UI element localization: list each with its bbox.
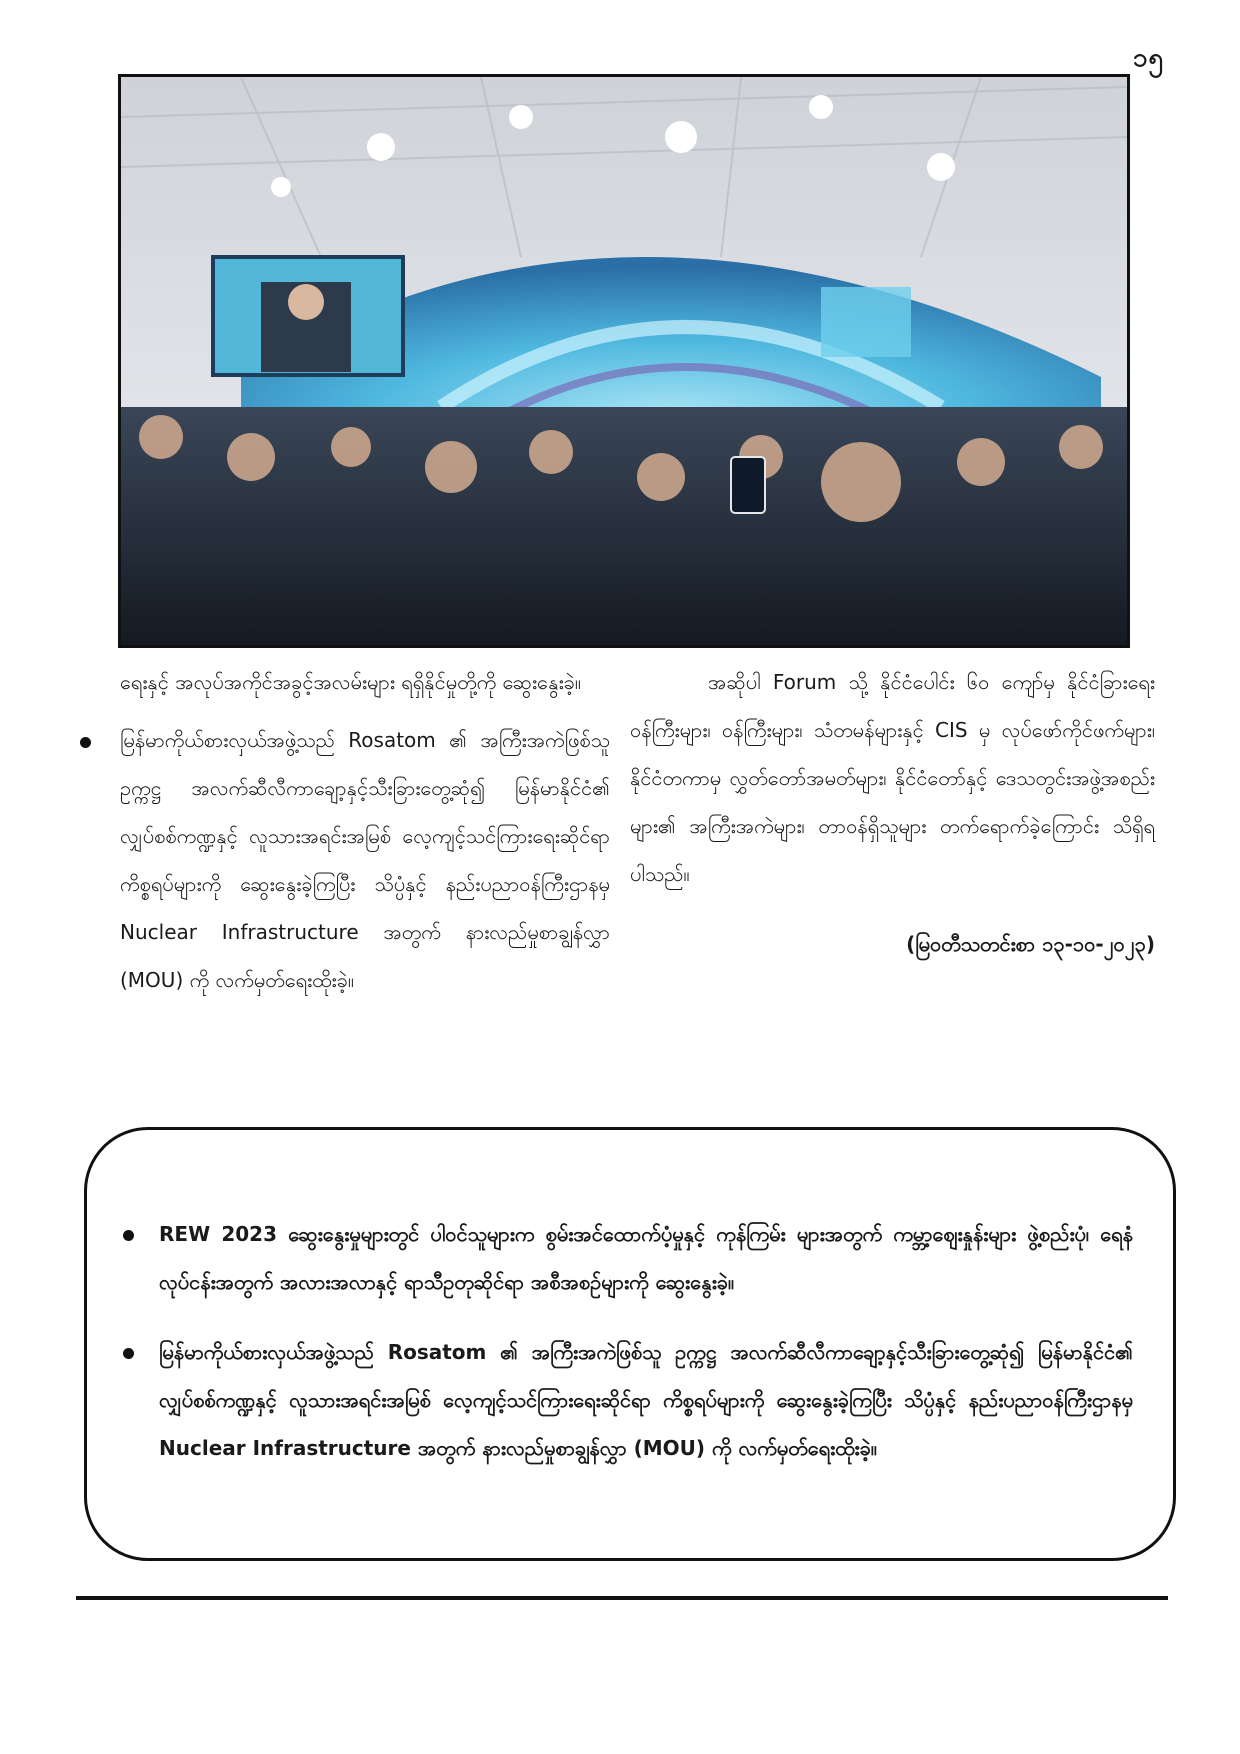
source-citation: (မြဝတီသတင်းစာ ၁၃-၁၀-၂၀၂၃) (906, 932, 1155, 956)
summary-bullet-item (159, 1328, 1133, 1472)
event-photo-illustration (121, 77, 1127, 645)
summary-bullet-list (159, 1210, 1133, 1472)
right-paragraph: အဆိုပါ Forum သို့ နိုင်ငံပေါင်း ၆၀ ကျော်မှ နိုင်ငံခြားရေးဝန်ကြီးများ၊ ဝန်ကြီးများ၊ သံတမန်များနှင့် CIS မှ လုပ်ဖော်ကိုင်ဖက်များ၊ နိုင်ငံတကာမှ လွှတ်တော်အမတ်များ၊ နိုင်ငံတော်နှင့် ဒေသတွင်းအဖွဲ့အစည်းများ၏ အကြီးအကဲများ၊ တာဝန်ရှိသူများ တက်ရောက်ခဲ့ကြောင်း သိရှိရပါသည်။ (630, 670, 1155, 886)
bullet-icon (123, 1348, 134, 1359)
footer-divider (76, 1596, 1168, 1600)
summary-box (84, 1127, 1176, 1561)
left-column (120, 658, 610, 1004)
summary-bullet-item (159, 1210, 1133, 1306)
left-bullet-list (120, 716, 610, 1004)
page-number: ၁၅ (1132, 43, 1164, 73)
left-bullet-text: မြန်မာကိုယ်စားလှယ်အဖွဲ့သည် Rosatom ၏ အကြီးအကဲဖြစ်သူ ဥက္ကဋ္ဌ အလက်ဆီလီကာချော့နှင့်သီးခြားတွေ့ဆုံ၍ မြန်မာနိုင်ငံ၏ လျှပ်စစ်ကဏ္ဍနှင့် လူသားအရင်းအမြစ် လေ့ကျင့်သင်ကြားရေးဆိုင်ရာ ကိစ္စရပ်များကို ဆွေးနွေးခဲ့ကြပြီး သိပ္ပံနှင့် နည်းပညာဝန်ကြီးဌာနမှ Nuclear Infrastructure အတွက် နားလည်မှုစာချွန်လွှာ (MOU) ကို လက်မှတ်ရေးထိုးခဲ့။ (120, 728, 610, 992)
left-bullet-item (120, 716, 610, 1004)
event-photo (118, 74, 1130, 648)
bullet-icon (80, 737, 91, 748)
summary-bullet-text: မြန်မာကိုယ်စားလှယ်အဖွဲ့သည် Rosatom ၏ အကြီးအကဲဖြစ်သူ ဥက္ကဋ္ဌ အလက်ဆီလီကာချော့နှင့်သီးခြားတွေ့ဆုံ၍ မြန်မာနိုင်ငံ၏ လျှပ်စစ်ကဏ္ဍနှင့် လူသားအရင်းအမြစ် လေ့ကျင့်သင်ကြားရေးဆိုင်ရာ ကိစ္စရပ်များကို ဆွေးနွေးခဲ့ကြပြီး သိပ္ပံနှင့် နည်းပညာဝန်ကြီးဌာနမှ Nuclear Infrastructure အတွက် နားလည်မှုစာချွန်လွှာ (MOU) ကို လက်မှတ်ရေးထိုးခဲ့။ (159, 1340, 1133, 1460)
left-continuation-text: ရေးနှင့် အလုပ်အကိုင်အခွင့်အလမ်းများ ရရှိနိုင်မှုတို့ကို ဆွေးနွေးခဲ့။ (120, 670, 581, 694)
right-column (630, 658, 1155, 968)
bullet-icon (123, 1230, 134, 1241)
summary-bullet-text: REW 2023 ဆွေးနွေးမှုများတွင် ပါဝင်သူများက စွမ်းအင်ထောက်ပံ့မှုနှင့် ကုန်ကြမ်း များအတွက် ကမ္ဘာ့ဈေးနှုန်းများ ဖွဲ့စည်းပုံ၊ ရေနံလုပ်ငန်းအတွက် အလားအလာနှင့် ရာသီဥတုဆိုင်ရာ အစီအစဉ်များကို ဆွေးနွေးခဲ့။ (159, 1222, 1133, 1294)
